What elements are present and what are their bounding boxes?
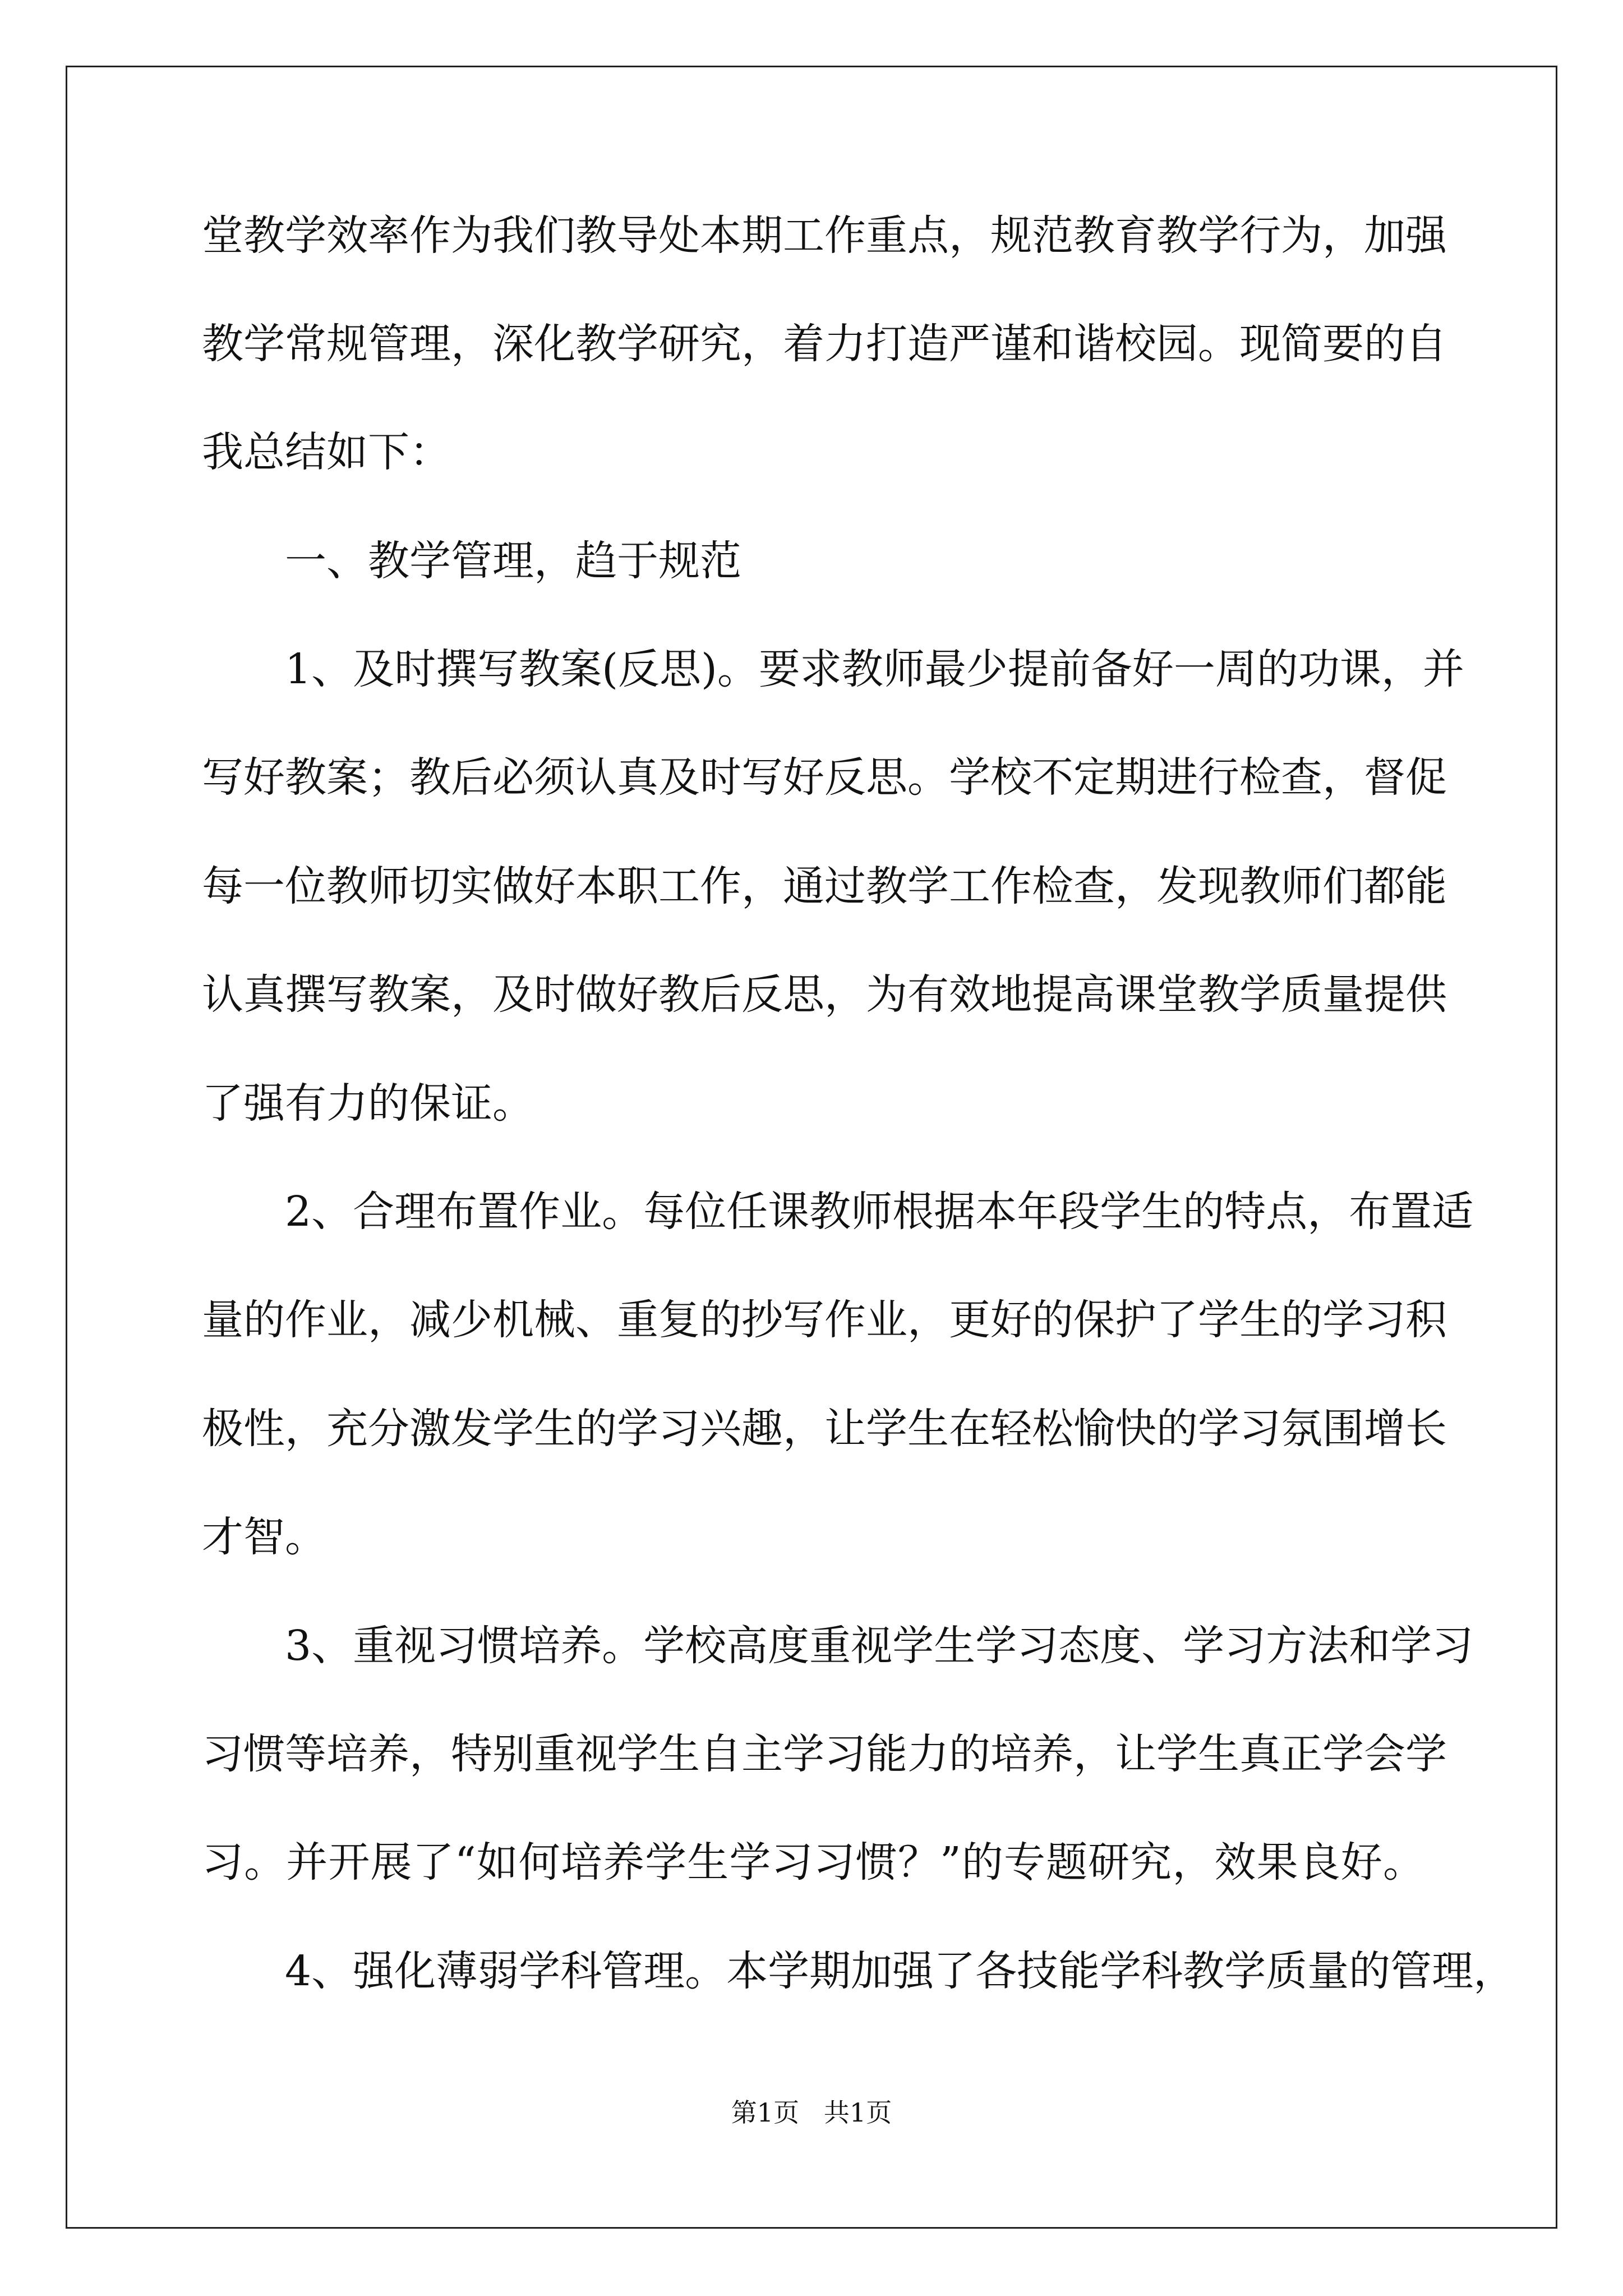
paragraph-line: 极性，充分激发学生的学习兴趣，让学生在轻松愉快的学习氛围增长 xyxy=(202,1405,1447,1453)
paragraph-line: 认真撰写教案，及时做好教后反思，为有效地提高课堂教学质量提供 xyxy=(202,970,1447,1019)
paragraph-line: 习。并开展了“如何培养学生学习习惯？”的专题研究，效果良好。 xyxy=(202,1838,1424,1887)
paragraph-line: 教学常规管理，深化教学研究，着力打造严谨和谐校园。现简要的自 xyxy=(202,320,1447,368)
paragraph-line: 堂教学效率作为我们教导处本期工作重点，规范教育教学行为，加强 xyxy=(202,211,1447,260)
paragraph-line: 才智。 xyxy=(202,1513,326,1561)
paragraph-line: 4、强化薄弱学科管理。本学期加强了各技能学科教学质量的管理， xyxy=(285,1947,1515,1995)
paragraph-line: 了强有力的保证。 xyxy=(202,1079,534,1128)
page-number-footer: 第1页 共1页 xyxy=(731,2097,892,2128)
paragraph-line: 每一位教师切实做好本职工作，通过教学工作检查，发现教师们都能 xyxy=(202,862,1447,910)
paragraph-line: 写好教案；教后必须认真及时写好反思。学校不定期进行检查，督促 xyxy=(202,753,1447,802)
paragraph-line: 1、及时撰写教案(反思)。要求教师最少提前备好一周的功课，并 xyxy=(285,645,1464,693)
section-heading: 一、教学管理，趋于规范 xyxy=(285,537,741,585)
paragraph-line: 我总结如下： xyxy=(202,428,451,476)
paragraph-line: 3、重视习惯培养。学校高度重视学生学习态度、学习方法和学习 xyxy=(285,1622,1474,1670)
paragraph-line: 2、合理布置作业。每位任课教师根据本年段学生的特点，布置适 xyxy=(285,1188,1474,1236)
page-border xyxy=(66,66,1557,2229)
paragraph-line: 量的作业，减少机械、重复的抄写作业，更好的保护了学生的学习积 xyxy=(202,1296,1447,1344)
paragraph-line: 习惯等培养，特别重视学生自主学习能力的培养，让学生真正学会学 xyxy=(202,1730,1447,1778)
